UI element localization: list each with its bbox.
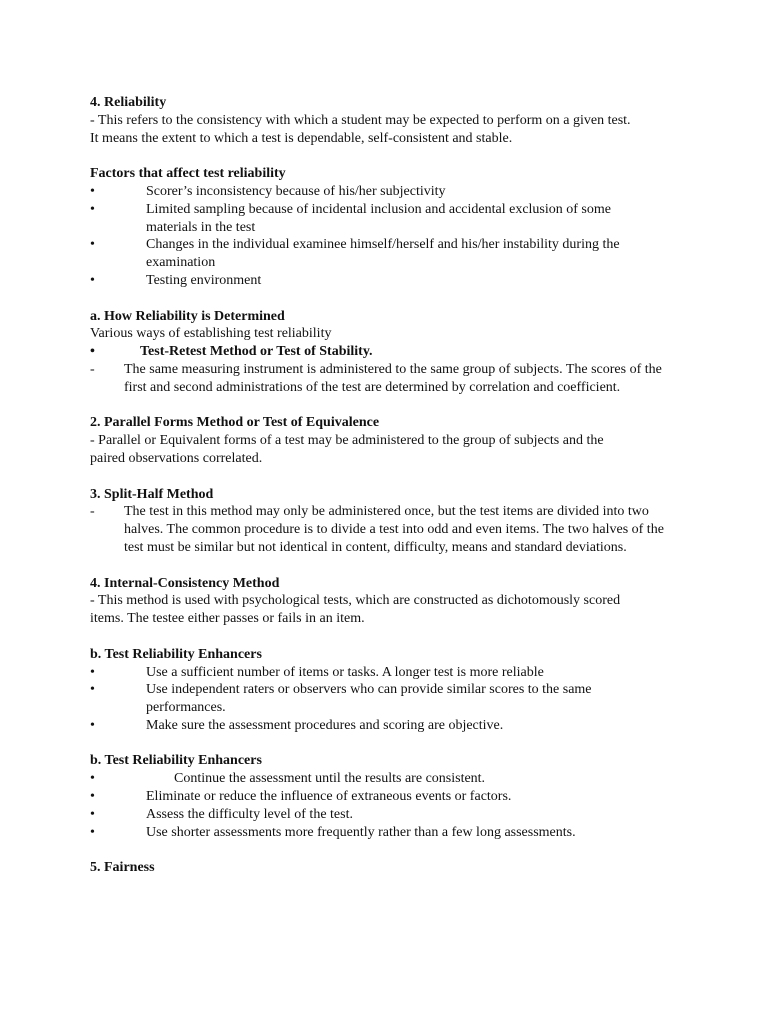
bullet-icon: • [90, 201, 95, 217]
enhancers-2-heading: b. Test Reliability Enhancers [90, 753, 262, 769]
bullet-icon: • [90, 664, 95, 680]
list-item [90, 788, 768, 806]
list-item-text: Use a sufficient number of items or tasks. A longer test is more reliable [146, 664, 544, 680]
reliability-line-1: - This refers to the consistency with which a student may be expected to perform on a given test. [90, 112, 631, 128]
section-split-half [90, 486, 768, 557]
list-item [90, 806, 768, 824]
list-item [90, 503, 768, 556]
list-item [90, 824, 768, 842]
section-how-determined [90, 308, 768, 397]
list-item-text: Scorer’s inconsistency because of his/her subjectivity [146, 183, 446, 199]
list-item [90, 664, 768, 682]
list-item [90, 361, 768, 397]
section-fairness [90, 859, 768, 877]
list-item-text: Use shorter assessments more frequently rather than a few long assessments. [146, 824, 576, 840]
list-item-text: Use independent raters or observers who can provide similar scores to the same performances. [146, 682, 592, 716]
parallel-heading: 2. Parallel Forms Method or Test of Equivalence [90, 415, 380, 431]
parallel-line-1: - Parallel or Equivalent forms of a test may be administered to the group of subjects and the [90, 433, 604, 449]
internal-line-2: items. The testee either passes or fails in an item. [90, 611, 365, 627]
fairness-heading: 5. Fairness [90, 860, 155, 876]
dash-marker: - [90, 504, 95, 520]
section-parallel-forms [90, 414, 768, 467]
how-determined-intro: Various ways of establishing test reliability [90, 326, 332, 342]
list-item-text: Changes in the individual examinee himself/herself and his/her instability during the examination [146, 237, 620, 271]
parallel-line-2: paired observations correlated. [90, 450, 263, 466]
section-enhancers-1 [90, 646, 768, 735]
list-item-text: Continue the assessment until the results are consistent. [174, 771, 486, 787]
enhancers-1-heading: b. Test Reliability Enhancers [90, 646, 262, 662]
list-item-text: Limited sampling because of incidental inclusion and accidental exclusion of some materials in the test [146, 201, 611, 235]
section-reliability [90, 94, 768, 147]
bullet-icon: • [90, 824, 95, 840]
list-item-text: Testing environment [146, 272, 262, 288]
bullet-icon: • [90, 789, 95, 805]
list-item [90, 343, 768, 361]
method-1-description: The same measuring instrument is administered to the same group of subjects. The scores of the first and second administrations of the test are determined by correlation and coefficient. [124, 361, 662, 395]
how-determined-heading: a. How Reliability is Determined [90, 308, 285, 324]
list-item [90, 681, 768, 717]
factors-heading: Factors that affect test reliability [90, 166, 286, 182]
bullet-icon: • [90, 183, 95, 199]
section-factors [90, 165, 768, 290]
bullet-icon: • [90, 237, 95, 253]
section-internal-consistency [90, 575, 768, 628]
internal-heading: 4. Internal-Consistency Method [90, 575, 280, 591]
method-1-title: Test-Retest Method or Test of Stability. [140, 344, 373, 360]
list-item-text: Make sure the assessment procedures and scoring are objective. [146, 717, 504, 733]
list-item-text: Eliminate or reduce the influence of extraneous events or factors. [146, 789, 512, 805]
bullet-icon: • [90, 717, 95, 733]
list-item-text: Assess the difficulty level of the test. [146, 806, 353, 822]
split-half-description: The test in this method may only be administered once, but the test items are divided into two halves. The common procedure is to divide a test into odd and even items. The two halves of the test must be similar but not identical in content, difficulty, means and standard deviations. [124, 504, 664, 555]
bullet-icon: • [90, 682, 95, 698]
list-item [90, 770, 768, 788]
reliability-heading: 4. Reliability [90, 95, 167, 110]
list-item [90, 717, 768, 735]
internal-line-1: - This method is used with psychological tests, which are constructed as dichotomously scored [90, 593, 621, 609]
bullet-icon: • [90, 806, 95, 822]
split-half-heading: 3. Split-Half Method [90, 486, 214, 502]
bullet-icon: • [90, 344, 95, 360]
bullet-icon: • [90, 771, 95, 787]
list-item [90, 183, 768, 201]
list-item [90, 201, 768, 237]
list-item [90, 272, 768, 290]
section-enhancers-2 [90, 752, 768, 841]
bullet-icon: • [90, 272, 95, 288]
list-item [90, 236, 768, 272]
reliability-line-2: It means the extent to which a test is dependable, self-consistent and stable. [90, 130, 513, 146]
dash-marker: - [90, 361, 95, 377]
